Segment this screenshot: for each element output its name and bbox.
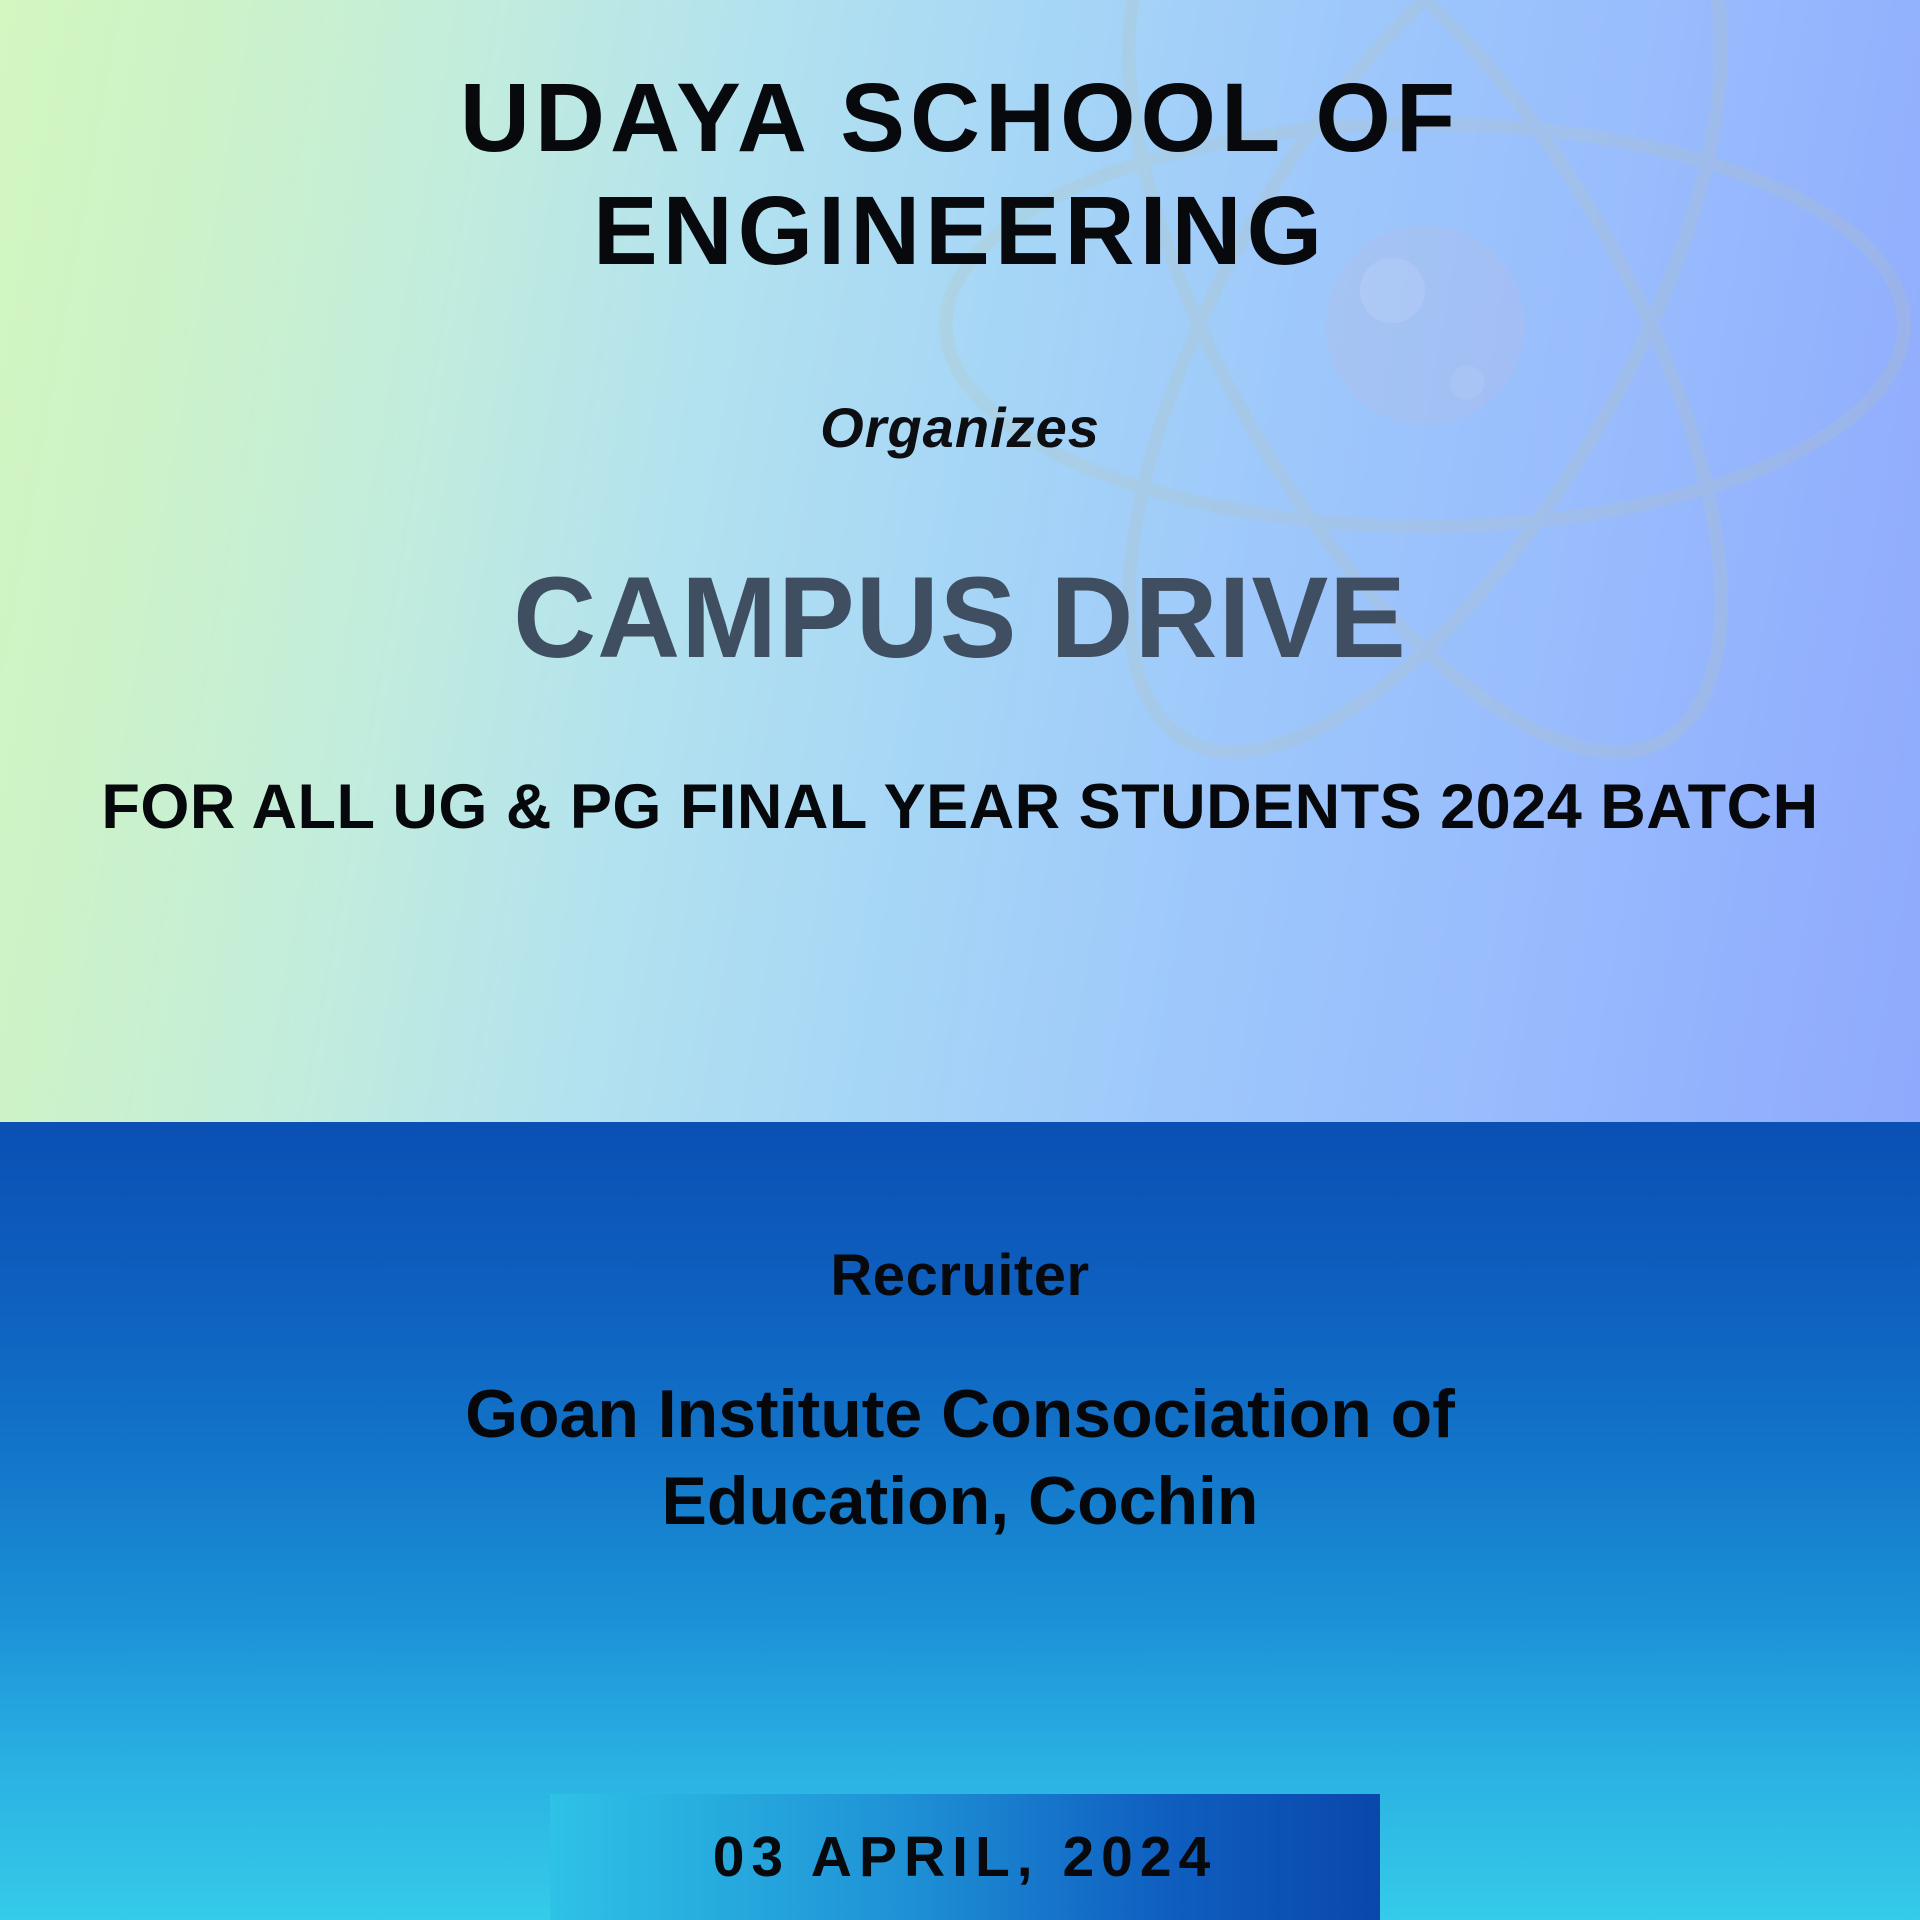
- event-date: 03 APRIL, 2024: [712, 1825, 1218, 1889]
- audience-line: FOR ALL UG & PG FINAL YEAR STUDENTS 2024 BATCH: [101, 772, 1819, 843]
- recruiter-label: Recruiter: [830, 1243, 1090, 1308]
- school-name: UDAYA SCHOOL OF ENGINEERING: [459, 63, 1461, 285]
- organizes-label: Organizes: [820, 396, 1100, 460]
- poster-bottom-panel: [0, 1122, 1920, 1920]
- event-title: CAMPUS DRIVE: [513, 554, 1407, 683]
- date-chip: [550, 1794, 1380, 1920]
- recruiter-name: Goan Institute Consociation of Education, Cochin: [465, 1376, 1455, 1540]
